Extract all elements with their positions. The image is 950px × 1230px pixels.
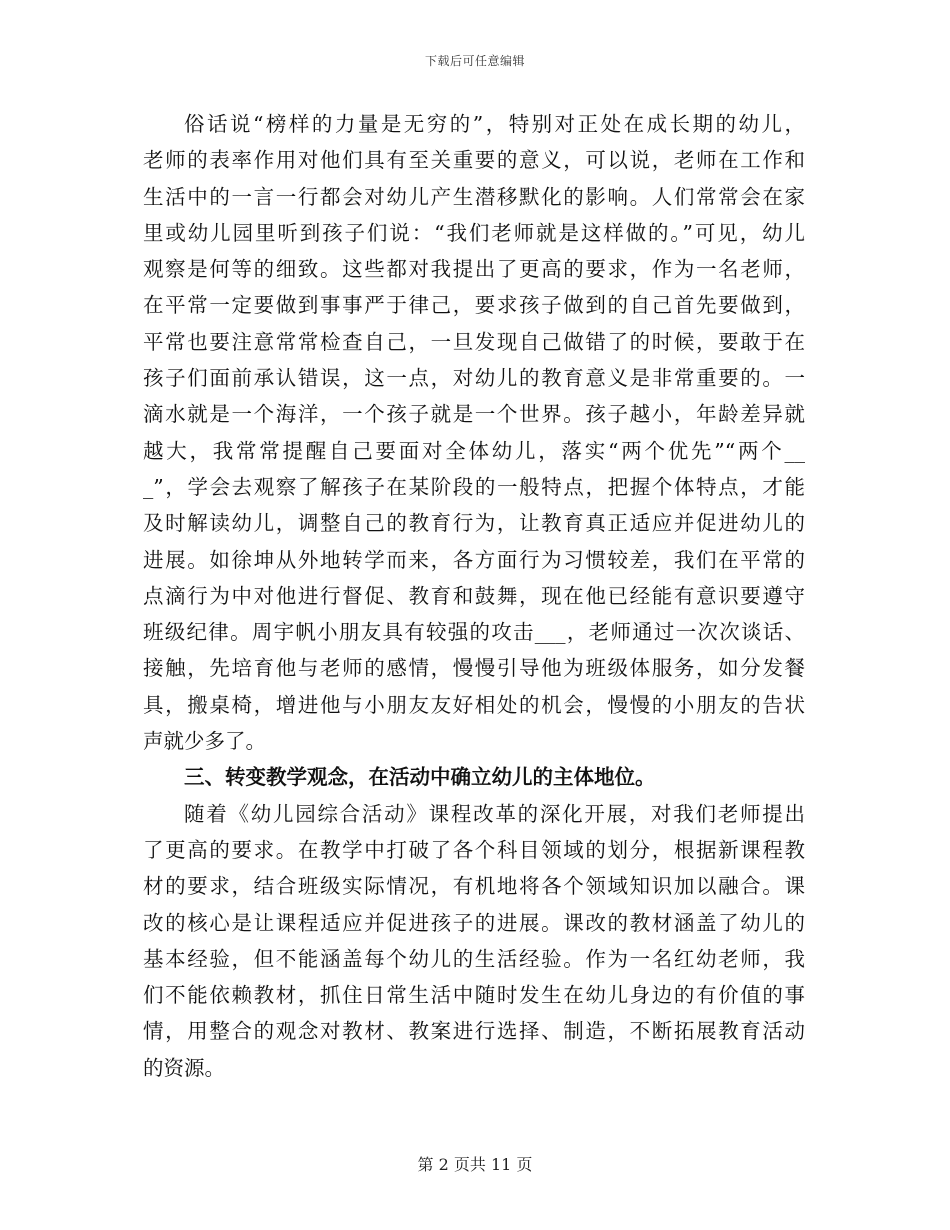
- page-header: 下载后可任意编辑: [424, 54, 525, 68]
- text-line: 材的要求，结合班级实际情况，有机地将各个领域知识加以融合。课: [143, 874, 805, 899]
- text-line: 基本经验，但不能涵盖每个幼儿的生活经验。作为一名红幼老师，我: [143, 946, 805, 971]
- text-line: 老师的表率作用对他们具有至关重要的意义，可以说，老师在工作和: [143, 148, 805, 173]
- text-line: 及时解读幼儿，调整自己的教育行为，让教育真正适应并促进幼儿的: [143, 511, 805, 536]
- paragraph-role-model: [143, 106, 805, 759]
- text-line: 平常也要注意常常检查自己，一旦发现自己做错了的时候，要敢于在: [143, 329, 805, 354]
- text-line: 班级纪律。周宇帆小朋友具有较强的攻击___，老师通过一次次谈话、: [143, 620, 805, 645]
- text-line: 改的核心是让课程适应并促进孩子的进展。课改的教材涵盖了幼儿的: [143, 910, 805, 935]
- page-number-footer: 第 2 页共 11 页: [417, 1155, 533, 1174]
- text-line: 观察是何等的细致。这些都对我提出了更高的要求，作为一名老师，: [143, 257, 805, 282]
- text-line: 具，搬桌椅，增进他与小朋友友好相处的机会，慢慢的小朋友的告状: [143, 692, 805, 717]
- section-heading: 三、转变教学观念，在活动中确立幼儿的主体地位。: [184, 765, 656, 790]
- text-line: 随着《幼儿园综合活动》课程改革的深化开展，对我们老师提出: [184, 801, 805, 826]
- text-line: 们不能依赖教材，抓住日常生活中随时发生在幼儿身边的有价值的事: [143, 983, 805, 1008]
- text-line: 声就少多了。: [143, 729, 266, 754]
- text-line: 情，用整合的观念对教材、教案进行选择、制造，不断拓展教育活动: [143, 1019, 805, 1044]
- text-line: 进展。如徐坤从外地转学而来，各方面行为习惯较差，我们在平常的: [143, 547, 805, 572]
- text-line: 里或幼儿园里听到孩子们说：“我们老师就是这样做的。”可见，幼儿: [143, 220, 805, 245]
- text-line: 点滴行为中对他进行督促、教育和鼓舞，现在他已经能有意识要遵守: [143, 583, 805, 608]
- text-line: 越大，我常常提醒自己要面对全体幼儿，落实“两个优先”“两个__: [143, 438, 805, 463]
- document-body: [143, 106, 805, 1086]
- text-line: 俗话说“榜样的力量是无穷的”，特别对正处在成长期的幼儿，: [184, 112, 805, 136]
- text-line: _”，学会去观察了解孩子在某阶段的一般特点，把握个体特点，才能: [143, 474, 805, 499]
- text-line: 在平常一定要做到事事严于律己，要求孩子做到的自己首先要做到，: [143, 293, 805, 318]
- text-line: 了更高的要求。在教学中打破了各个科目领域的划分，根据新课程教: [143, 837, 805, 862]
- text-line: 接触，先培育他与老师的感情，慢慢引导他为班级体服务，如分发餐: [143, 656, 805, 681]
- text-line: 滴水就是一个海洋，一个孩子就是一个世界。孩子越小，年龄差异就: [143, 402, 805, 427]
- text-line: 的资源。: [143, 1055, 225, 1080]
- paragraph-curriculum-reform: [143, 796, 805, 1086]
- text-line: 生活中的一言一行都会对幼儿产生潜移默化的影响。人们常常会在家: [143, 184, 805, 209]
- text-line: 孩子们面前承认错误，这一点，对幼儿的教育意义是非常重要的。一: [143, 366, 805, 391]
